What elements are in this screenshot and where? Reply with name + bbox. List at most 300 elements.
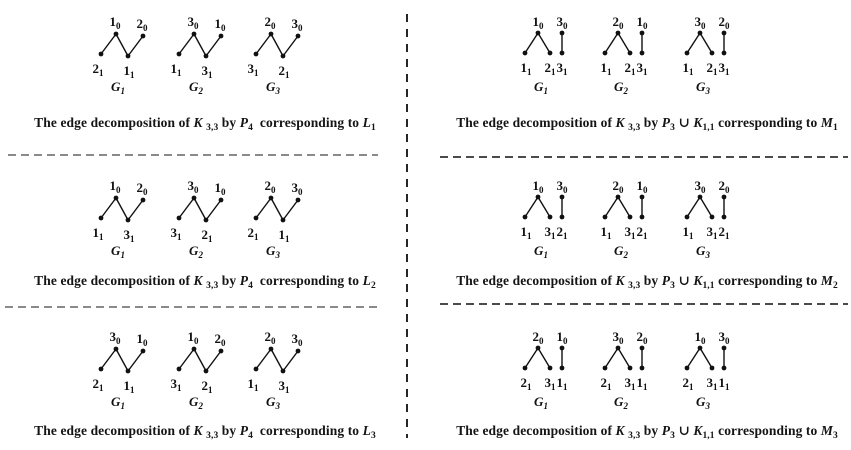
- graph-name-subscript: 3: [275, 401, 280, 411]
- vertex-label-subscript: 1: [607, 67, 612, 77]
- caption-segment: 1,1: [702, 123, 715, 133]
- vertex-label-subscript: 1: [563, 382, 568, 392]
- caption-segment: corresponding to: [252, 423, 363, 438]
- vertex-label-subscript: 1: [208, 385, 213, 395]
- vertex-label-subscript: 1: [99, 68, 104, 78]
- vertex-label-subscript: 0: [725, 185, 730, 195]
- vertex-label-main: 3: [706, 375, 713, 390]
- vertex-label-subscript: 1: [285, 385, 290, 395]
- graph-name-main: G: [189, 243, 199, 258]
- graph-name-main: G: [614, 394, 624, 409]
- graph-name-subscript: 1: [543, 86, 548, 96]
- graph-M3-g1: [510, 325, 590, 410]
- vertex-label-subscript: 1: [689, 67, 694, 77]
- vertex-label-main: 1: [636, 178, 643, 193]
- vertex-label-main: 3: [544, 224, 551, 239]
- caption-segment: 3,3: [206, 281, 219, 291]
- vertex-label-subscript: 1: [725, 382, 730, 392]
- vertex-label-subscript: 0: [271, 21, 276, 31]
- vertex-label-subscript: 0: [143, 23, 148, 33]
- vertex-label: [637, 376, 648, 394]
- graph-name-subscript: 1: [543, 401, 548, 411]
- vertex-label-subscript: 0: [563, 185, 568, 195]
- vertex-label-main: 3: [624, 224, 631, 239]
- graph-name-main: G: [111, 394, 121, 409]
- vertex-label-main: 3: [291, 180, 298, 195]
- vertex-label-main: 3: [247, 61, 254, 76]
- vertex-label: [695, 330, 706, 348]
- caption-segment: by: [218, 273, 240, 288]
- vertex-label-main: 1: [600, 224, 607, 239]
- caption-segment: 3: [670, 123, 675, 133]
- graph-name-main: G: [696, 243, 706, 258]
- vertex-label-subscript: 0: [194, 21, 199, 31]
- vertex-label-subscript: 0: [143, 338, 148, 348]
- vertex-label: [601, 376, 612, 394]
- caption-segment: by: [640, 273, 662, 288]
- vertex-label-subscript: 1: [689, 231, 694, 241]
- vertex-dot: [548, 366, 553, 371]
- panel-caption-M3: [445, 422, 849, 445]
- graph-name-subscript: 1: [543, 250, 548, 260]
- vertex-label-main: 2: [612, 14, 619, 29]
- caption-segment: L: [362, 273, 371, 288]
- caption-segment: 3: [832, 431, 838, 441]
- vertex-label-main: 2: [532, 329, 539, 344]
- graph-name-main: G: [534, 394, 544, 409]
- vertex-label-subscript: 1: [551, 231, 556, 241]
- vertex-label-main: 2: [520, 375, 527, 390]
- vertex-label-subscript: 0: [563, 21, 568, 31]
- caption-segment: K: [193, 423, 207, 438]
- graph-name-main: G: [266, 394, 276, 409]
- vertex-label-subscript: 1: [254, 383, 259, 393]
- vertex-label-subscript: 0: [298, 338, 303, 348]
- vertex-label-main: 2: [718, 224, 725, 239]
- vertex-label-main: 3: [612, 329, 619, 344]
- vertex-label-subscript: 0: [619, 185, 624, 195]
- vertex-dot: [603, 366, 608, 371]
- vertex-label-subscript: 1: [177, 383, 182, 393]
- vertex-label-main: 3: [556, 60, 563, 75]
- graph-name-subscript: 3: [275, 86, 280, 96]
- vertex-label-main: 2: [636, 224, 643, 239]
- vertex-label-main: 1: [682, 224, 689, 239]
- caption-segment: K: [193, 115, 207, 130]
- vertex-label-main: 3: [291, 331, 298, 346]
- vertex-label-subscript: 0: [298, 187, 303, 197]
- vertex-label-main: 1: [520, 60, 527, 75]
- caption-segment: L: [362, 423, 371, 438]
- vertex-label-subscript: 0: [563, 336, 568, 346]
- caption-segment: L: [362, 115, 371, 130]
- caption-segment: 3,3: [628, 281, 641, 291]
- vertex-label-main: 1: [109, 14, 116, 29]
- caption-segment: corresponding to: [252, 115, 363, 130]
- vertex-label-main: 1: [123, 63, 130, 78]
- graph-name-main: G: [534, 243, 544, 258]
- vertex-label-subscript: 0: [643, 336, 648, 346]
- vertex-label-subscript: 0: [643, 21, 648, 31]
- caption-segment: M: [820, 273, 833, 288]
- caption-segment: The edge decomposition of: [456, 115, 616, 130]
- vertex-label-main: 3: [278, 378, 285, 393]
- vertex-label: [613, 330, 624, 348]
- vertex-label-main: 1: [187, 329, 194, 344]
- graph-edge: [605, 348, 618, 368]
- vertex-label-subscript: 0: [539, 21, 544, 31]
- graph-name-main: G: [696, 394, 706, 409]
- vertex-label-subscript: 0: [221, 23, 226, 33]
- vertex-label-main: 1: [247, 376, 254, 391]
- graph-name-main: G: [111, 243, 121, 258]
- vertex-label-main: 3: [109, 329, 116, 344]
- vertex-label-main: 1: [636, 375, 643, 390]
- caption-segment: P: [239, 273, 249, 288]
- vertex-label-main: 3: [694, 178, 701, 193]
- caption-segment: 1: [370, 123, 376, 133]
- caption-segment: The edge decomposition of: [34, 273, 194, 288]
- caption-segment: ∪: [674, 273, 694, 288]
- vertex-label-subscript: 0: [271, 185, 276, 195]
- vertex-label-main: 3: [556, 178, 563, 193]
- graph-name-main: G: [696, 79, 706, 94]
- vertex-label-subscript: 0: [701, 336, 706, 346]
- vertex-label-subscript: 1: [177, 68, 182, 78]
- caption-segment: by: [218, 423, 240, 438]
- vertex-label-main: 3: [636, 60, 643, 75]
- vertex-label-subscript: 0: [143, 187, 148, 197]
- vertex-label: [719, 376, 730, 394]
- graph-name-main: G: [189, 394, 199, 409]
- vertex-label: [521, 376, 532, 394]
- graph-name-subscript: 2: [198, 401, 203, 411]
- vertex-label-main: 1: [718, 375, 725, 390]
- caption-segment: P: [239, 423, 249, 438]
- vertex-label-subscript: 0: [725, 336, 730, 346]
- vertex-label: [545, 376, 556, 394]
- vertex-label-subscript: 1: [254, 232, 259, 242]
- vertex-label-subscript: 1: [208, 70, 213, 80]
- graph-M3-g2: [590, 325, 670, 410]
- vertex-label-subscript: 0: [116, 185, 121, 195]
- graph-name-subscript: 3: [275, 250, 280, 260]
- vertex-label-main: 3: [291, 16, 298, 31]
- vertex-label-main: 3: [624, 375, 631, 390]
- vertex-label-subscript: 1: [285, 70, 290, 80]
- vertex-label-subscript: 1: [713, 67, 718, 77]
- vertex-label-subscript: 1: [285, 234, 290, 244]
- vertex-label-subscript: 1: [527, 231, 532, 241]
- caption-segment: The edge decomposition of: [456, 423, 616, 438]
- vertex-label-main: 3: [123, 227, 130, 242]
- vertex-label-main: 1: [600, 60, 607, 75]
- vertex-label-main: 2: [264, 14, 271, 29]
- vertex-label-subscript: 1: [208, 234, 213, 244]
- vertex-label-main: 2: [706, 60, 713, 75]
- vertex-label-main: 2: [600, 375, 607, 390]
- graph-name-subscript: 2: [623, 250, 628, 260]
- caption-segment: 3,3: [206, 431, 219, 441]
- vertex-label-subscript: 0: [619, 336, 624, 346]
- vertex-label-subscript: 1: [631, 231, 636, 241]
- vertex-label-main: 3: [170, 225, 177, 240]
- caption-segment: ∪: [674, 115, 694, 130]
- vertex-label-subscript: 0: [194, 336, 199, 346]
- graph-name: [696, 395, 710, 413]
- vertex-label-main: 2: [247, 225, 254, 240]
- caption-segment: P: [239, 115, 249, 130]
- vertex-label-main: 3: [201, 63, 208, 78]
- vertex-label-subscript: 1: [254, 68, 259, 78]
- caption-segment: K: [693, 115, 703, 130]
- vertex-label-main: 1: [694, 329, 701, 344]
- caption-segment: The edge decomposition of: [456, 273, 616, 288]
- vertex-label-main: 1: [682, 60, 689, 75]
- vertex-label-main: 1: [556, 329, 563, 344]
- vertex-label-subscript: 0: [539, 336, 544, 346]
- vertex-label-subscript: 1: [563, 231, 568, 241]
- graph-name-subscript: 1: [120, 250, 125, 260]
- vertex-label-subscript: 1: [527, 67, 532, 77]
- vertex-dot: [710, 366, 715, 371]
- vertex-label-subscript: 1: [713, 231, 718, 241]
- vertex-label-main: 3: [170, 376, 177, 391]
- vertex-label-subscript: 1: [130, 385, 135, 395]
- vertex-dot: [640, 366, 645, 371]
- vertex-label-main: 2: [612, 178, 619, 193]
- vertex-dot: [628, 366, 633, 371]
- caption-segment: K: [615, 423, 629, 438]
- graph-name-subscript: 2: [198, 86, 203, 96]
- graph-edges-and-vertices: [672, 325, 752, 410]
- graph-name: [614, 395, 628, 413]
- vertex-label-subscript: 1: [130, 70, 135, 80]
- vertex-label-subscript: 0: [539, 185, 544, 195]
- vertex-label-main: 3: [718, 60, 725, 75]
- caption-segment: 1,1: [702, 431, 715, 441]
- caption-segment: 4: [248, 431, 253, 441]
- vertex-label-main: 2: [544, 60, 551, 75]
- vertex-label-main: 3: [187, 14, 194, 29]
- vertex-label-main: 3: [718, 329, 725, 344]
- graph-name-subscript: 1: [120, 86, 125, 96]
- caption-segment: 1,1: [702, 281, 715, 291]
- vertex-label-subscript: 1: [713, 382, 718, 392]
- graph-edges-and-vertices: [590, 325, 670, 410]
- vertex-label-main: 2: [214, 331, 221, 346]
- vertex-label-main: 1: [109, 178, 116, 193]
- graph-edge: [687, 348, 700, 368]
- vertex-label: [557, 376, 568, 394]
- caption-segment: P: [661, 273, 671, 288]
- graph-M3-g3: [672, 325, 752, 410]
- graph-name-main: G: [189, 79, 199, 94]
- vertex-label-subscript: 0: [116, 336, 121, 346]
- graph-name-subscript: 3: [705, 86, 710, 96]
- caption-segment: K: [615, 115, 629, 130]
- vertex-label-subscript: 0: [298, 23, 303, 33]
- vertex-label-subscript: 1: [631, 67, 636, 77]
- caption-segment: P: [661, 423, 671, 438]
- graph-name-main: G: [614, 243, 624, 258]
- vertex-label-main: 2: [718, 178, 725, 193]
- caption-segment: 4: [248, 123, 253, 133]
- vertex-label-main: 2: [201, 378, 208, 393]
- vertex-label-subscript: 1: [725, 231, 730, 241]
- caption-segment: 3,3: [206, 123, 219, 133]
- graph-name-main: G: [534, 79, 544, 94]
- vertex-label-main: 1: [532, 14, 539, 29]
- vertex-label-main: 2: [718, 14, 725, 29]
- vertex-label-main: 3: [187, 178, 194, 193]
- graph-name-subscript: 3: [705, 250, 710, 260]
- vertex-label-main: 2: [556, 224, 563, 239]
- vertex-label-main: 3: [706, 224, 713, 239]
- vertex-label-main: 3: [544, 375, 551, 390]
- graph-edge: [700, 348, 712, 368]
- vertex-label-subscript: 0: [725, 21, 730, 31]
- caption-segment: corresponding to: [714, 273, 821, 288]
- vertex-label: [533, 330, 544, 348]
- vertex-label-subscript: 1: [527, 382, 532, 392]
- vertex-label-main: 2: [624, 60, 631, 75]
- vertex-label-subscript: 0: [221, 338, 226, 348]
- vertex-label-main: 2: [682, 375, 689, 390]
- vertex-label-main: 2: [92, 61, 99, 76]
- vertex-label-main: 1: [170, 61, 177, 76]
- graph-name: [534, 395, 548, 413]
- vertex-label-subscript: 1: [99, 383, 104, 393]
- vertex-label-subscript: 1: [551, 382, 556, 392]
- vertex-label-main: 1: [123, 378, 130, 393]
- vertex-label-main: 1: [556, 375, 563, 390]
- graph-name-main: G: [266, 79, 276, 94]
- caption-segment: by: [218, 115, 240, 130]
- vertex-label-main: 1: [136, 331, 143, 346]
- vertex-label: [683, 376, 694, 394]
- graph-edge: [538, 348, 550, 368]
- vertex-label-main: 2: [136, 180, 143, 195]
- vertex-label-subscript: 1: [99, 232, 104, 242]
- vertex-label-subscript: 0: [643, 185, 648, 195]
- vertex-label-subscript: 1: [607, 382, 612, 392]
- vertex-label-subscript: 0: [701, 21, 706, 31]
- vertex-label-main: 2: [636, 329, 643, 344]
- vertex-label-main: 2: [92, 376, 99, 391]
- vertex-label-subscript: 1: [563, 67, 568, 77]
- vertex-label: [707, 376, 718, 394]
- vertex-dot: [560, 366, 565, 371]
- vertex-dot: [523, 366, 528, 371]
- caption-segment: M: [820, 115, 833, 130]
- vertex-label-subscript: 1: [643, 382, 648, 392]
- vertex-label-main: 2: [264, 329, 271, 344]
- graph-edges-and-vertices: [510, 325, 590, 410]
- caption-segment: by: [640, 115, 662, 130]
- graph-name-main: G: [266, 243, 276, 258]
- caption-segment: K: [193, 273, 207, 288]
- vertex-dot: [722, 366, 727, 371]
- vertex-label-subscript: 0: [701, 185, 706, 195]
- caption-segment: corresponding to: [714, 115, 821, 130]
- vertex-label: [637, 330, 648, 348]
- caption-segment: M: [820, 423, 833, 438]
- vertex-label-subscript: 0: [221, 187, 226, 197]
- caption-segment: corresponding to: [714, 423, 821, 438]
- caption-segment: The edge decomposition of: [34, 115, 194, 130]
- vertex-label-main: 1: [532, 178, 539, 193]
- caption-segment: K: [693, 423, 703, 438]
- vertex-label-subscript: 0: [116, 21, 121, 31]
- vertex-label-subscript: 1: [643, 67, 648, 77]
- vertex-label-main: 1: [214, 180, 221, 195]
- graph-edge: [618, 348, 630, 368]
- vertex-label-subscript: 0: [271, 336, 276, 346]
- vertex-label-main: 2: [201, 227, 208, 242]
- vertex-label-subscript: 1: [177, 232, 182, 242]
- vertex-label-main: 1: [278, 227, 285, 242]
- caption-segment: K: [615, 273, 629, 288]
- vertex-label: [557, 330, 568, 348]
- graph-name-subscript: 2: [623, 401, 628, 411]
- caption-segment: 2: [832, 281, 838, 291]
- vertex-label-main: 1: [92, 225, 99, 240]
- caption-segment: ∪: [674, 423, 694, 438]
- vertex-label-subscript: 1: [130, 234, 135, 244]
- caption-segment: The edge decomposition of: [34, 423, 194, 438]
- graph-name-main: G: [614, 79, 624, 94]
- caption-segment: by: [640, 423, 662, 438]
- vertex-label-subscript: 0: [619, 21, 624, 31]
- vertex-label-main: 2: [264, 178, 271, 193]
- vertex-label-subscript: 1: [725, 67, 730, 77]
- vertex-label-main: 1: [636, 14, 643, 29]
- caption-segment: corresponding to: [252, 273, 363, 288]
- vertex-label-main: 2: [136, 16, 143, 31]
- caption-segment: 3,3: [628, 123, 641, 133]
- vertex-label-subscript: 1: [643, 231, 648, 241]
- vertex-label-main: 2: [278, 63, 285, 78]
- caption-segment: P: [661, 115, 671, 130]
- caption-segment: 3: [370, 431, 376, 441]
- graph-edge: [525, 348, 538, 368]
- vertex-label-subscript: 0: [194, 185, 199, 195]
- vertex-label-subscript: 1: [689, 382, 694, 392]
- caption-segment: 4: [248, 281, 253, 291]
- vertex-label-main: 1: [520, 224, 527, 239]
- vertex-label: [625, 376, 636, 394]
- vertex-label-subscript: 1: [607, 231, 612, 241]
- graph-name-subscript: 3: [705, 401, 710, 411]
- vertex-label-subscript: 1: [631, 382, 636, 392]
- vertex-label-main: 3: [694, 14, 701, 29]
- graph-name-subscript: 2: [623, 86, 628, 96]
- caption-segment: 3: [670, 281, 675, 291]
- graph-name-subscript: 1: [120, 401, 125, 411]
- vertex-dot: [685, 366, 690, 371]
- vertex-label-subscript: 1: [551, 67, 556, 77]
- caption-segment: K: [693, 273, 703, 288]
- graph-name-subscript: 2: [198, 250, 203, 260]
- vertex-label-main: 1: [214, 16, 221, 31]
- vertex-label: [719, 330, 730, 348]
- caption-segment: 3,3: [628, 431, 641, 441]
- caption-segment: 3: [670, 431, 675, 441]
- graph-name-main: G: [111, 79, 121, 94]
- caption-segment: 2: [370, 281, 376, 291]
- caption-segment: 1: [832, 123, 838, 133]
